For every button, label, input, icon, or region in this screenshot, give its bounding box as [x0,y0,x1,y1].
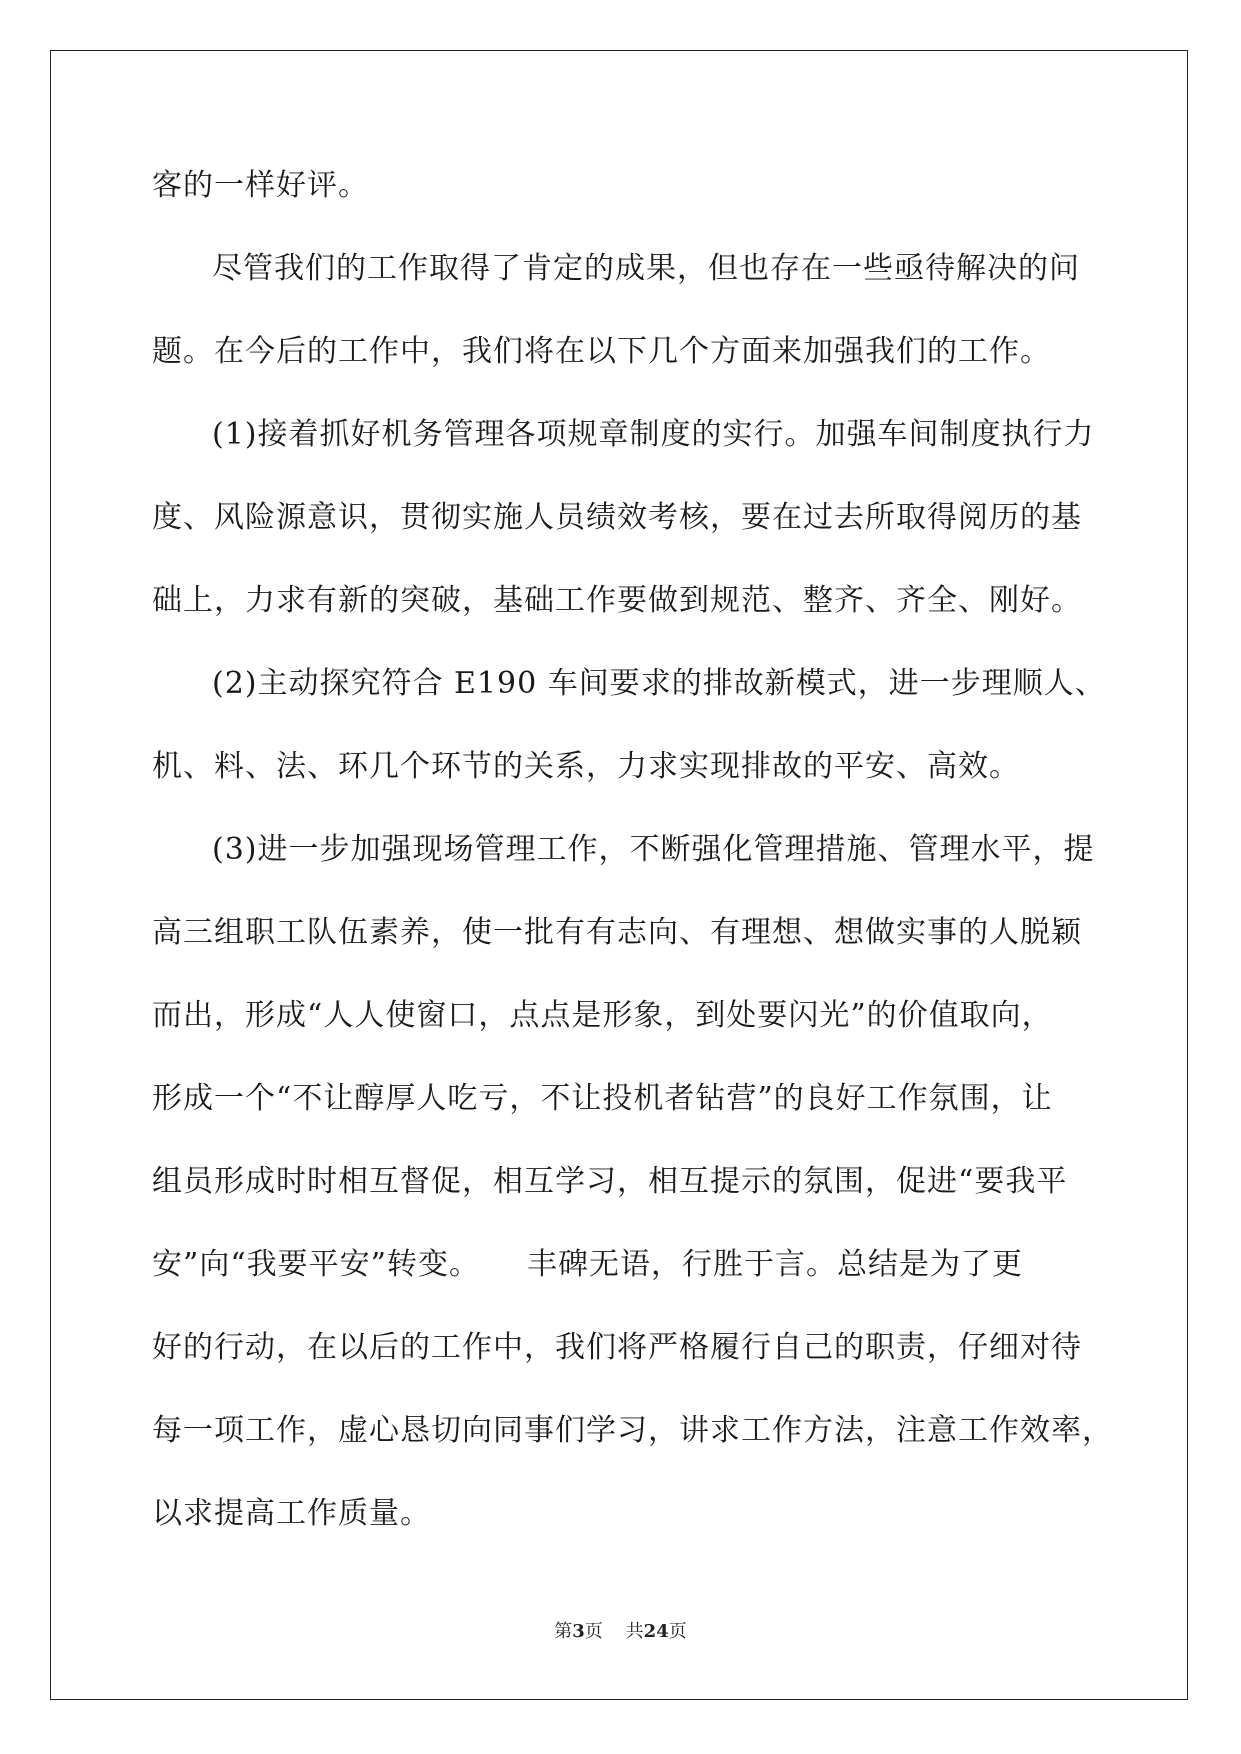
footer-total-pages: 24 [643,1621,669,1642]
text-line-1: 客的一样好评。 [152,168,369,203]
text-line-8: 机、料、法、环几个环节的关系，力求实现排故的平安、高效。 [152,749,1020,784]
text-line-6: 础上，力求有新的突破，基础工作要做到规范、整齐、齐全、刚好。 [152,583,1082,618]
footer-current-page: 3 [572,1621,585,1642]
text-line-9: (3)进一步加强现场管理工作，不断强化管理措施、管理水平，提 [212,832,1095,867]
footer-prefix: 第 [554,1621,573,1642]
text-line-14: 安”向“我要平安”转变。 丰碑无语，行胜于言。总结是为了更 [152,1247,1024,1282]
text-line-13: 组员形成时时相互督促，相互学习，相互提示的氛围，促进“要我平 [152,1164,1068,1199]
footer-total-suffix: 页 [668,1621,687,1642]
text-line-5: 度、风险源意识，贯彻实施人员绩效考核，要在过去所取得阅历的基 [152,500,1082,535]
page-footer [0,1620,1241,1644]
document-body [152,144,1112,1555]
footer-page-word: 页 [584,1621,603,1642]
footer-total-prefix: 共 [625,1621,644,1642]
text-line-2: 尽管我们的工作取得了肯定的成果，但也存在一些亟待解决的问 [212,251,1080,286]
text-line-17: 以求提高工作质量。 [152,1496,431,1531]
text-line-10: 高三组职工队伍素养，使一批有有志向、有理想、想做实事的人脱颖 [152,915,1082,950]
text-line-3: 题。在今后的工作中，我们将在以下几个方面来加强我们的工作。 [152,334,1051,369]
text-line-4: (1)接着抓好机务管理各项规章制度的实行。加强车间制度执行力 [212,417,1095,452]
text-line-11: 而出，形成“人人使窗口，点点是形象，到处要闪光”的价值取向， [152,998,1053,1033]
text-line-16: 每一项工作，虚心恳切向同事们学习，讲求工作方法，注意工作效率， [152,1413,1113,1448]
text-line-12: 形成一个“不让醇厚人吃亏，不让投机者钻营”的良好工作氛围，让 [152,1081,1053,1116]
text-line-15: 好的行动，在以后的工作中，我们将严格履行自己的职责，仔细对待 [152,1330,1082,1365]
text-line-7: (2)主动探究符合 E190 车间要求的排故新模式，进一步理顺人、 [212,666,1106,701]
